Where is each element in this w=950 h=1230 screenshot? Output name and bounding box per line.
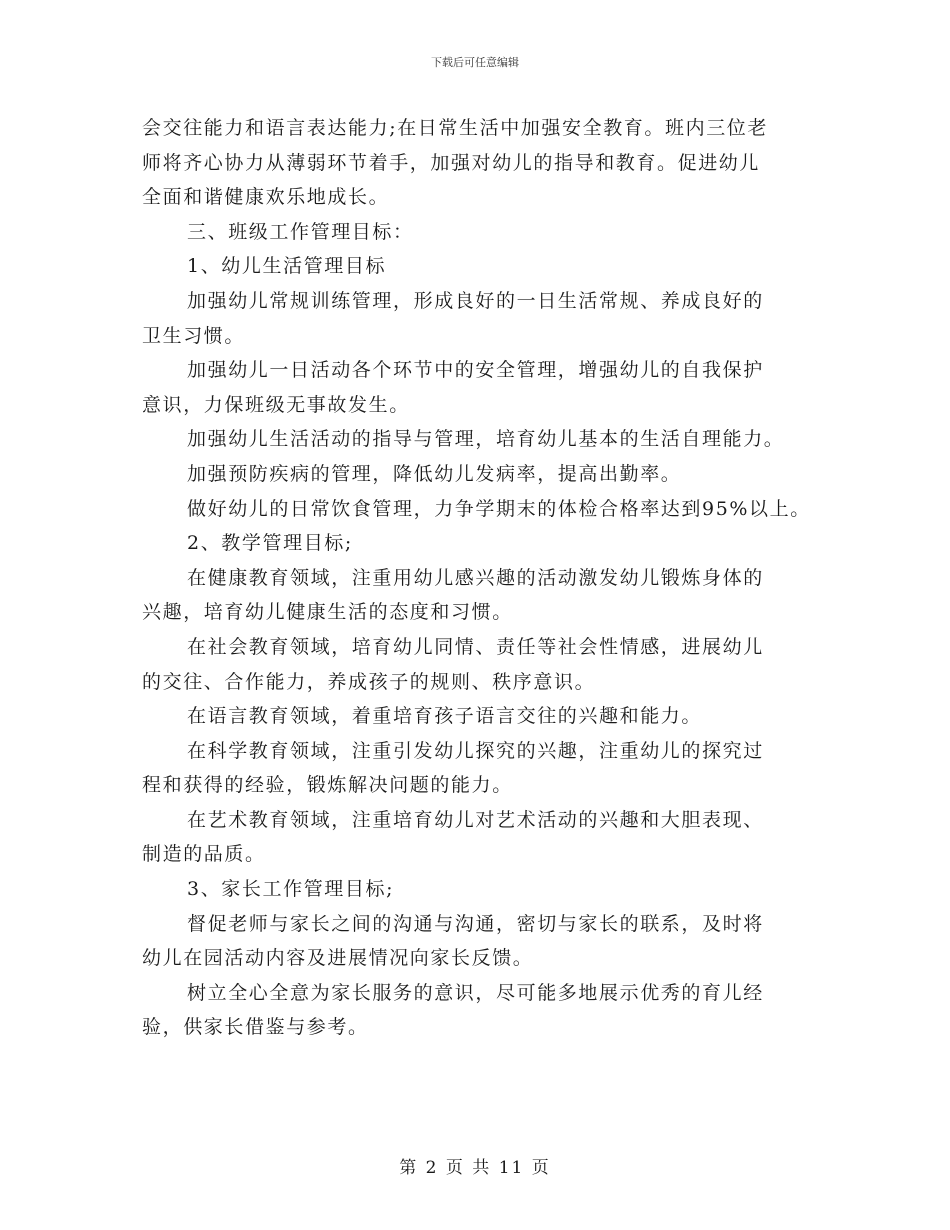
paragraph-line: 加强幼儿一日活动各个环节中的安全管理，增强幼儿的自我保护 (187, 359, 764, 382)
paragraph-line: 兴趣，培育幼儿健康生活的态度和习惯。 (142, 601, 513, 624)
section-heading: 三、班级工作管理目标： (187, 220, 414, 243)
page-header: 下载后可任意编辑 (431, 56, 519, 69)
paragraph-line: 在社会教育领域，培育幼儿同情、责任等社会性情感，进展幼儿 (187, 635, 764, 658)
paragraph-line: 在科学教育领域，注重引发幼儿探究的兴趣，注重幼儿的探究过 (187, 739, 764, 762)
text-line: 师将齐心协力从薄弱环节着手，加强对幼儿的指导和教育。促进幼儿 (142, 151, 761, 174)
paragraph-line: 在艺术教育领域，注重培育幼儿对艺术活动的兴趣和大胆表现、 (187, 808, 764, 831)
paragraph-line: 幼儿在园活动内容及进展情况向家长反馈。 (142, 947, 534, 970)
document-body (142, 111, 842, 1045)
page-number-footer: 第 2 页 共 11 页 (399, 1158, 551, 1178)
paragraph-line: 加强幼儿常规训练管理，形成良好的一日生活常规、养成良好的 (187, 289, 764, 312)
paragraph-line: 在语言教育领域，着重培育孩子语言交往的兴趣和能力。 (187, 705, 703, 728)
paragraph-line: 加强幼儿生活活动的指导与管理，培育幼儿基本的生活自理能力。 (187, 428, 785, 451)
subsection-heading: 1、幼儿生活管理目标 (187, 255, 387, 278)
text-line: 全面和谐健康欢乐地成长。 (142, 186, 390, 209)
paragraph-line: 程和获得的经验，锻炼解决问题的能力。 (142, 774, 513, 797)
paragraph-line: 督促老师与家长之间的沟通与沟通，密切与家长的联系，及时将 (187, 912, 764, 935)
paragraph-line: 加强预防疾病的管理，降低幼儿发病率，提高出勤率。 (187, 462, 682, 485)
paragraph-line: 意识，力保班级无事故发生。 (142, 393, 410, 416)
paragraph-line: 的交往、合作能力，养成孩子的规则、秩序意识。 (142, 670, 596, 693)
subsection-heading: 2、教学管理目标; (187, 532, 353, 555)
paragraph-line: 卫生习惯。 (142, 324, 246, 347)
paragraph-line: 制造的品质。 (142, 843, 266, 866)
text-line: 会交往能力和语言表达能力;在日常生活中加强安全教育。班内三位老 (142, 117, 769, 139)
paragraph-line: 在健康教育领域，注重用幼儿感兴趣的活动激发幼儿锻炼身体的 (187, 566, 764, 589)
paragraph-line: 做好幼儿的日常饮食管理，力争学期末的体检合格率达到95%以上。 (187, 497, 811, 520)
paragraph-line: 验，供家长借鉴与参考。 (142, 1016, 369, 1039)
subsection-heading: 3、家长工作管理目标; (187, 878, 395, 901)
paragraph-line: 树立全心全意为家长服务的意识，尽可能多地展示优秀的育儿经 (187, 981, 764, 1004)
